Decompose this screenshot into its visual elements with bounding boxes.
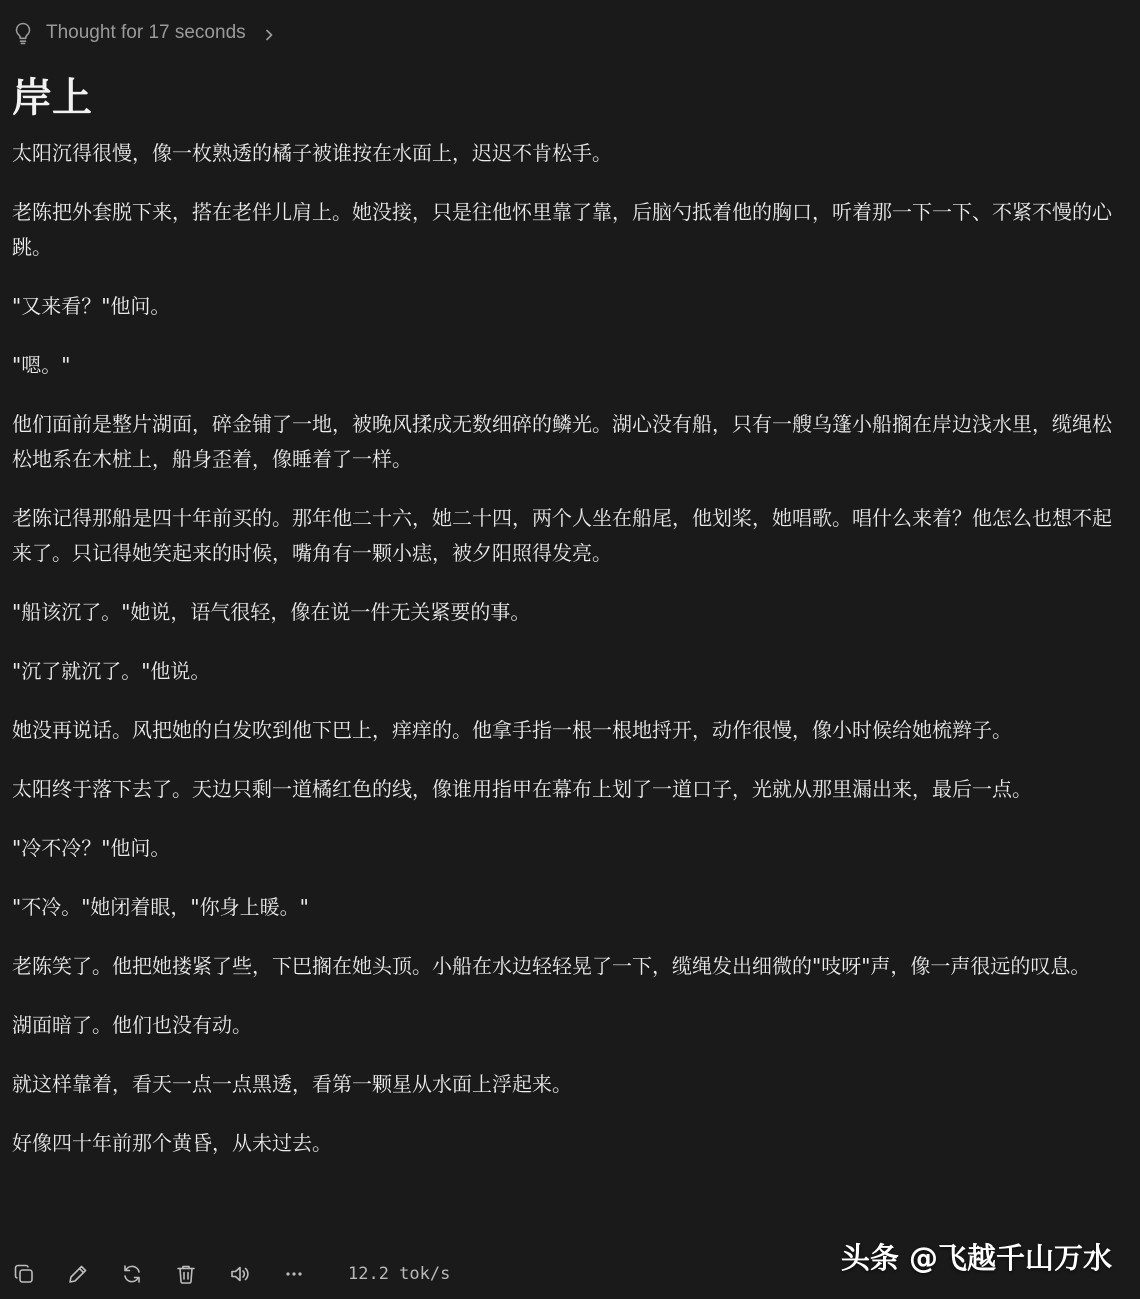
story-paragraph: 他们面前是整片湖面，碎金铺了一地，被晚风揉成无数细碎的鳞光。湖心没有船，只有一艘乌篷小船搁在岸边浅水里，缆绳松松地系在木桩上，船身歪着，像睡着了一样。 [12, 412, 1112, 471]
story-paragraph: "沉了就沉了。"他说。 [12, 659, 211, 683]
thought-label: Thought for 17 seconds [46, 22, 246, 43]
story-paragraph: 她没再说话。风把她的白发吹到他下巴上，痒痒的。他拿手指一根一根地捋开，动作很慢，像小时候给她梳辫子。 [12, 718, 1012, 742]
story-paragraph: 太阳沉得很慢，像一枚熟透的橘子被谁按在水面上，迟迟不肯松手。 [12, 141, 612, 165]
watermark: 头条 @飞越千山万水 [840, 1241, 1112, 1275]
story-paragraph: "船该沉了。"她说，语气很轻，像在说一件无关紧要的事。 [12, 600, 531, 624]
story-paragraph: "不冷。"她闭着眼，"你身上暖。" [12, 895, 309, 919]
edit-button[interactable] [66, 1262, 90, 1286]
story-paragraph: "冷不冷？"他问。 [12, 836, 171, 860]
more-button[interactable] [282, 1262, 306, 1286]
chevron-right-icon [262, 26, 276, 40]
story-paragraph: 老陈笑了。他把她搂紧了些，下巴搁在她头顶。小船在水边轻轻晃了一下，缆绳发出细微的"吱呀"声，像一声很远的叹息。 [12, 954, 1091, 978]
delete-button[interactable] [174, 1262, 198, 1286]
more-icon [283, 1263, 305, 1285]
copy-button[interactable] [12, 1262, 36, 1286]
story-title: 岸上 [12, 75, 92, 121]
story-body [12, 136, 1128, 1185]
message-toolbar [12, 1258, 450, 1290]
story-paragraph: 老陈把外套脱下来，搭在老伴儿肩上。她没接，只是往他怀里靠了靠，后脑勺抵着他的胸口，听着那一下一下、不紧不慢的心跳。 [12, 200, 1112, 259]
story-paragraph: 湖面暗了。他们也没有动。 [12, 1013, 252, 1037]
thought-toggle[interactable] [12, 20, 276, 46]
speaker-icon [229, 1263, 251, 1285]
story-paragraph: 老陈记得那船是四十年前买的。那年他二十六，她二十四，两个人坐在船尾，他划桨，她唱歌。唱什么来着？他怎么也想不起来了。只记得她笑起来的时候，嘴角有一颗小痣，被夕阳照得发亮。 [12, 506, 1112, 565]
regenerate-button[interactable] [120, 1262, 144, 1286]
story-paragraph: 就这样靠着，看天一点一点黑透，看第一颗星从水面上浮起来。 [12, 1072, 572, 1096]
story-paragraph: "又来看？"他问。 [12, 294, 171, 318]
token-speed: 12.2 tok/s [348, 1264, 451, 1284]
edit-icon [67, 1263, 89, 1285]
story-paragraph: "嗯。" [12, 353, 71, 377]
regenerate-icon [121, 1263, 143, 1285]
delete-icon [175, 1263, 197, 1285]
story-paragraph: 太阳终于落下去了。天边只剩一道橘红色的线，像谁用指甲在幕布上划了一道口子，光就从那里漏出来，最后一点。 [12, 777, 1032, 801]
lightbulb-icon [12, 21, 34, 45]
read-aloud-button[interactable] [228, 1262, 252, 1286]
copy-icon [13, 1263, 35, 1285]
story-paragraph: 好像四十年前那个黄昏，从未过去。 [12, 1131, 332, 1155]
